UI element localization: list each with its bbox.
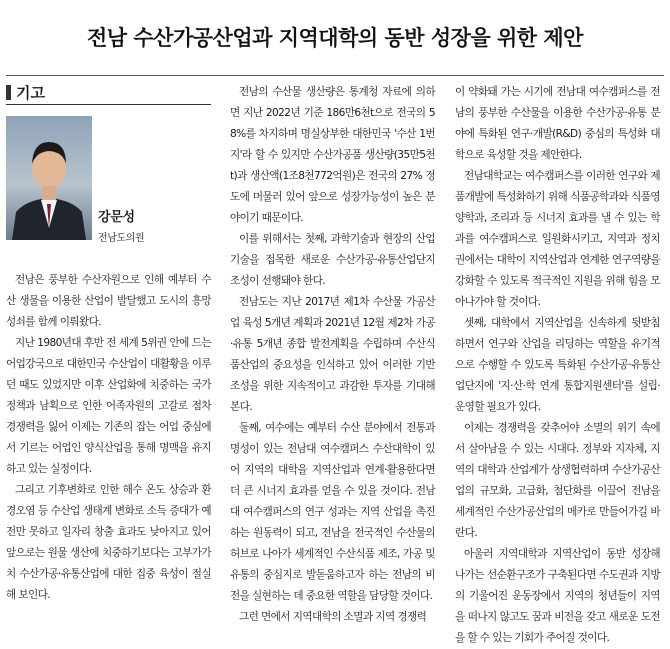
headline-divider [6, 75, 664, 76]
paragraph: 전남의 수산물 생산량은 통계청 자료에 의하면 지난 2022년 기준 186만6천t으로 전국의 58%를 차지하며 명실상부한 대한민국 '수산 1번지'라 할 수 있지만 수산가공품 생산량(35만5천t)과 생산액(1조8천772억원)은 전국의 27% 정도에 머물러 있어 앞으로 성장가능성이 높은 분야이기 때문이다. [230, 86, 435, 224]
author-photo [6, 116, 92, 240]
author-byline [98, 206, 144, 244]
article-column-2 [230, 82, 435, 628]
paragraph: 아울러 지역대학과 지역산업이 동반 성장해 나가는 선순환구조가 구축된다면 수도권과 지방의 기울어진 운동장에서 지역의 청년들이 지역을 떠나지 않고도 꿈과 비전을 갖고 새로운 도전을 할 수 있는 기회가 주어질 것이다. [455, 548, 660, 644]
section-bar-icon [6, 85, 11, 100]
paragraph: 이를 위해서는 첫째, 과학기술과 현장의 산업기술을 접목한 새로운 수산가공·유통산업단지 조성이 선행돼야 한다. [230, 233, 435, 287]
article-column-3 [455, 82, 660, 649]
paragraph: 전남대학교는 여수캠퍼스를 이러한 연구와 제품개발에 특성화하기 위해 식품공학과와 식품영양학과, 조리과 등 시너지 효과를 낼 수 있는 학과를 여수캠퍼스로 일원화시키고, 지역과 정치권에서는 대학이 지역산업과 연계한 연구역량을 강화할 수 있도록 적극적인 지원을 위해 힘을 모아나가야 할 것이다. [455, 170, 660, 308]
paragraph: 셋째, 대학에서 지역산업을 신속하게 뒷받침하면서 연구와 산업을 리딩하는 역할을 유기적으로 수행할 수 있도록 특화된 수산가공·유통산업단지에 '지·산·학 연계 통합지원센터'를 설립·운영할 필요가 있다. [455, 317, 660, 413]
headline: 전남 수산가공산업과 지역대학의 동반 성장을 위한 제안 [87, 26, 583, 50]
paragraph-continued: 이 약화돼 가는 시기에 전남대 여수캠퍼스를 전남의 풍부한 수산물을 이용한 수산가공·유통 분야에 특화된 연구·개발(R&D) 중심의 특성화 대학으로 육성할 것을 제안한다. [455, 86, 660, 161]
paragraph: 전남은 풍부한 수산자원으로 인해 예부터 수산 생물을 이용한 산업이 발달했고 도시의 흥망성쇠를 함께 이뤄왔다. [6, 274, 211, 328]
author-name: 강문성 [98, 210, 135, 225]
paragraph: 전남도는 지난 2017년 제1차 수산물 가공산업 육성 5개년 계획과 2021년 12월 제2차 가공·유통 5개년 종합 발전계획을 수립하며 수산식품산업의 중요성을 인식하고 있어 이러한 기반 조성을 위한 지속적이고 과감한 투자를 기대해 본다. [230, 296, 435, 413]
section-label [6, 82, 45, 103]
section-divider [6, 104, 211, 105]
author-portrait-icon [6, 116, 92, 240]
paragraph: 그리고 기후변화로 인한 해수 온도 상승과 환경오염 등 수산업 생태계 변화로 소득 증대가 예전만 못하고 일자리 창출 효과도 낮아지고 있어 앞으로는 원물 생산에 치중하기보다는 고부가가치 수산가공·유통산업에 대한 집중 육성이 절실해 보인다. [6, 484, 211, 601]
section-label-text: 기고 [16, 84, 45, 102]
paragraph: 지난 1980년대 후반 전 세계 5위권 안에 드는 어업강국으로 대한민국 수산업이 대활황을 이루던 때도 있었지만 이후 산업화에 치중하는 국가정책과 남획으로 인한 어족자원의 고갈로 점차 경쟁력을 잃어 이제는 기존의 잡는 어업 중심에서 기르는 어업인 양식산업을 통해 명맥을 유지하고 있는 실정이다. [6, 337, 211, 475]
paragraph: 이제는 경쟁력을 갖추어야 소멸의 위기 속에서 살아남을 수 있는 시대다. 정부와 지자체, 지역의 대학과 산업계가 상생협력하며 수산가공산업의 규모화, 고급화, 첨단화를 이끌어 전남을 세계적인 수산가공산업의 메카로 만들어가길 바란다. [455, 422, 660, 539]
paragraph: 그런 면에서 지역대학의 소멸과 지역 경쟁력 [239, 611, 427, 623]
author-title: 전남도의원 [98, 233, 145, 244]
paragraph: 둘째, 여수에는 예부터 수산 분야에서 전통과 명성이 있는 전남대 여수캠퍼스 수산대학이 있어 지역의 대학을 지역산업과 연계·활용한다면 더 큰 시너지 효과를 얻을 수 있을 것이다. 전남대 여수캠퍼스의 연구 성과는 지역 산업을 촉진하는 원동력이 되고, 전남을 전국적인 수산물의 허브로 나아가 세계적인 수산식품 제조, 가공 및 유통의 중심지로 발돋움하고자 하는 전남의 비전을 실현하는 데 중요한 역할을 담당할 것이다. [230, 422, 435, 602]
